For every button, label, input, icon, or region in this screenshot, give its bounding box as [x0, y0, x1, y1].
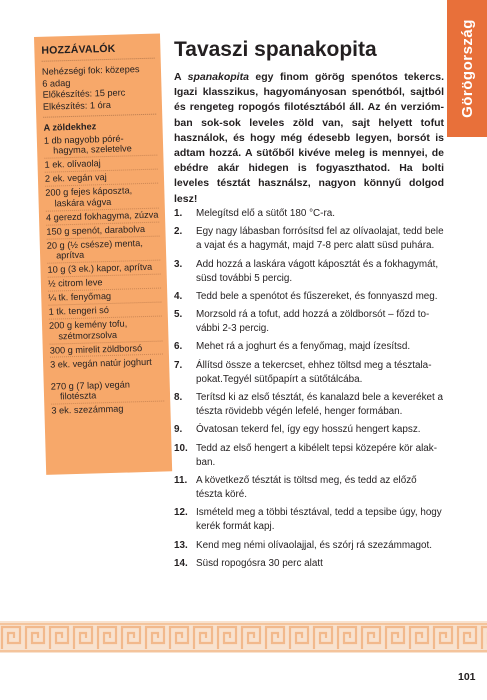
ingredient-item: 1 tk. tengeri só	[48, 302, 161, 319]
greek-key-border	[0, 621, 487, 653]
ingredient-item: 200 g kemény tofu, szétmorzsolva	[49, 315, 163, 343]
step-number: 7.	[174, 359, 183, 371]
step-number: 3.	[174, 258, 183, 270]
meta-difficulty: Nehézségi fok: közepes	[41, 64, 140, 77]
step-text: Óvatosan tekerd fel, így egy hosszú hengert kapsz.	[196, 424, 421, 436]
ingredient-item: 270 g (7 lap) vegán filotészta	[50, 379, 131, 402]
intro-dish-name: spanakopita	[187, 71, 249, 83]
step-number: 14.	[174, 557, 188, 569]
step-text: Morzsold rá a tofut, add hozzá a zöldborsót – főzd további 2-3 percig.	[196, 309, 430, 335]
step-number: 2.	[174, 226, 183, 238]
sidebar-divider	[43, 114, 156, 118]
country-tab	[447, 0, 487, 137]
recipe-step	[174, 557, 444, 571]
ingredient-item: 200 g fejes káposzta, laskára vágva	[45, 183, 159, 211]
step-number: 11.	[174, 474, 188, 486]
recipe-step	[174, 258, 444, 286]
page-number: 101	[458, 671, 476, 683]
greek-key-pattern	[0, 621, 487, 653]
step-text: Süsd ropogósra 30 perc alatt	[196, 557, 323, 569]
recipe-step	[174, 506, 444, 534]
extra-ingredient-list	[51, 377, 165, 418]
recipe-step	[174, 539, 444, 553]
recipe-intro	[174, 70, 444, 207]
recipe-title: Tavaszi spanakopita	[174, 38, 377, 61]
ingredient-item: 300 g mirelit zöldborsó	[50, 340, 163, 357]
ingredient-item: 150 g spenót, darabolva	[46, 221, 159, 238]
step-text: Melegítsd elő a sütőt 180 °C-ra.	[196, 208, 335, 219]
sidebar-divider	[42, 58, 155, 62]
ingredient-item: 1 ek. olívaolaj	[44, 155, 157, 172]
recipe-step	[174, 225, 444, 253]
step-text: Tedd az első hengert a kibélelt tepsi közepére kör alakban.	[196, 442, 437, 468]
recipe-step	[174, 207, 444, 221]
ingredient-item: 1 db nagyobb póré-hagyma, szeletelve	[43, 133, 132, 156]
ingredient-item: 2 ek. vegán vaj	[45, 169, 158, 186]
step-text: Mehet rá a joghurt és a fenyőmag, majd ízesítsd.	[196, 341, 411, 353]
recipe-step	[174, 391, 444, 419]
recipe-step	[174, 359, 444, 387]
recipe-step	[174, 308, 444, 336]
step-number: 6.	[174, 341, 183, 353]
intro-prefix: A	[174, 71, 188, 83]
step-number: 12.	[174, 507, 188, 519]
recipe-meta	[42, 64, 156, 113]
ingredient-item: 3 ek. vegán natúr joghurt	[50, 354, 163, 371]
recipe-step	[174, 442, 444, 470]
ingredient-item: 20 g (½ csésze) menta, aprítva	[47, 235, 161, 263]
step-text: Terítsd ki az első tésztát, és kanalazd bele a keveréket a tészta rövidebb végén lefelé, henger formában.	[196, 392, 444, 418]
step-text: Ismételd meg a többi tésztával, tedd a tepsibe úgy, hogy kerék formát kapj.	[196, 507, 442, 533]
ingredients-heading: HOZZÁVALÓK	[41, 42, 116, 57]
country-tab-label: Görögország	[458, 19, 476, 118]
recipe-step	[174, 290, 444, 304]
step-number: 1.	[174, 208, 183, 219]
step-text: Tedd bele a spenótot és fűszereket, és fonnyaszd meg.	[196, 290, 438, 302]
ingredient-item: 10 g (3 ek.) kapor, aprítva	[47, 260, 160, 277]
ingredient-item: 3 ek. szezámmag	[51, 401, 164, 418]
step-number: 9.	[174, 424, 183, 436]
ingredient-list	[44, 131, 164, 371]
step-text: Egy nagy lábasban forrósítsd fel az olívaolajat, tedd bele a vajat és a hagymát, majd 7-8 perc alatt süsd puhára.	[196, 226, 444, 252]
step-number: 8.	[174, 392, 183, 404]
step-text: Add hozzá a laskára vágott káposztát és a fokhagymát, süsd további 5 percig.	[196, 258, 439, 284]
ingredient-item: ½ citrom leve	[48, 274, 161, 291]
step-text: Kend meg némi olívaolajjal, és szórj rá szezámmagot.	[196, 539, 433, 551]
step-number: 4.	[174, 290, 183, 302]
ingredient-item: ¼ tk. fenyőmag	[48, 288, 161, 305]
step-number: 10.	[174, 442, 188, 454]
recipe-step	[174, 423, 444, 437]
step-text: A következő tésztát is töltsd meg, és tedd az előző tészta köré.	[196, 474, 417, 500]
ingredients-subheading: A zöldekhez	[43, 121, 97, 133]
step-number: 13.	[174, 539, 188, 551]
meta-prep-time: Előkészítés: 15 perc	[42, 87, 126, 100]
ingredients-sidebar	[34, 33, 172, 474]
intro-text: egy finom görög spenótos tekercs. Igazi klasszikus, hagyományosan spenótból, sajtból és rengeteg ropogós filotésztából áll. Az én verziómban sok-sok leveles zöld van, sajt helyett tofut használok, és hogy még édesebb legyen, borsót is adtam hozzá. A sütőből kivéve meleg is mennyei, de ebédre akár hidegen is fogyaszthatod. Ha bolti leveles tésztát használsz, nagyon könnyű dolgod lesz!	[174, 71, 444, 205]
recipe-step	[174, 474, 444, 502]
step-number: 5.	[174, 309, 183, 321]
ingredient-item: 4 gerezd fokhagyma, zúzva	[46, 207, 159, 224]
recipe-step	[174, 340, 444, 354]
recipe-steps	[174, 207, 444, 575]
meta-cook-time: Elkészítés: 1 óra	[42, 99, 111, 112]
step-text: Állítsd össze a tekercset, ehhez töltsd meg a tésztalapokat.Tegyél sütőpapírt a sütőtálcába.	[196, 359, 432, 385]
meta-servings: 6 adag	[42, 77, 71, 89]
